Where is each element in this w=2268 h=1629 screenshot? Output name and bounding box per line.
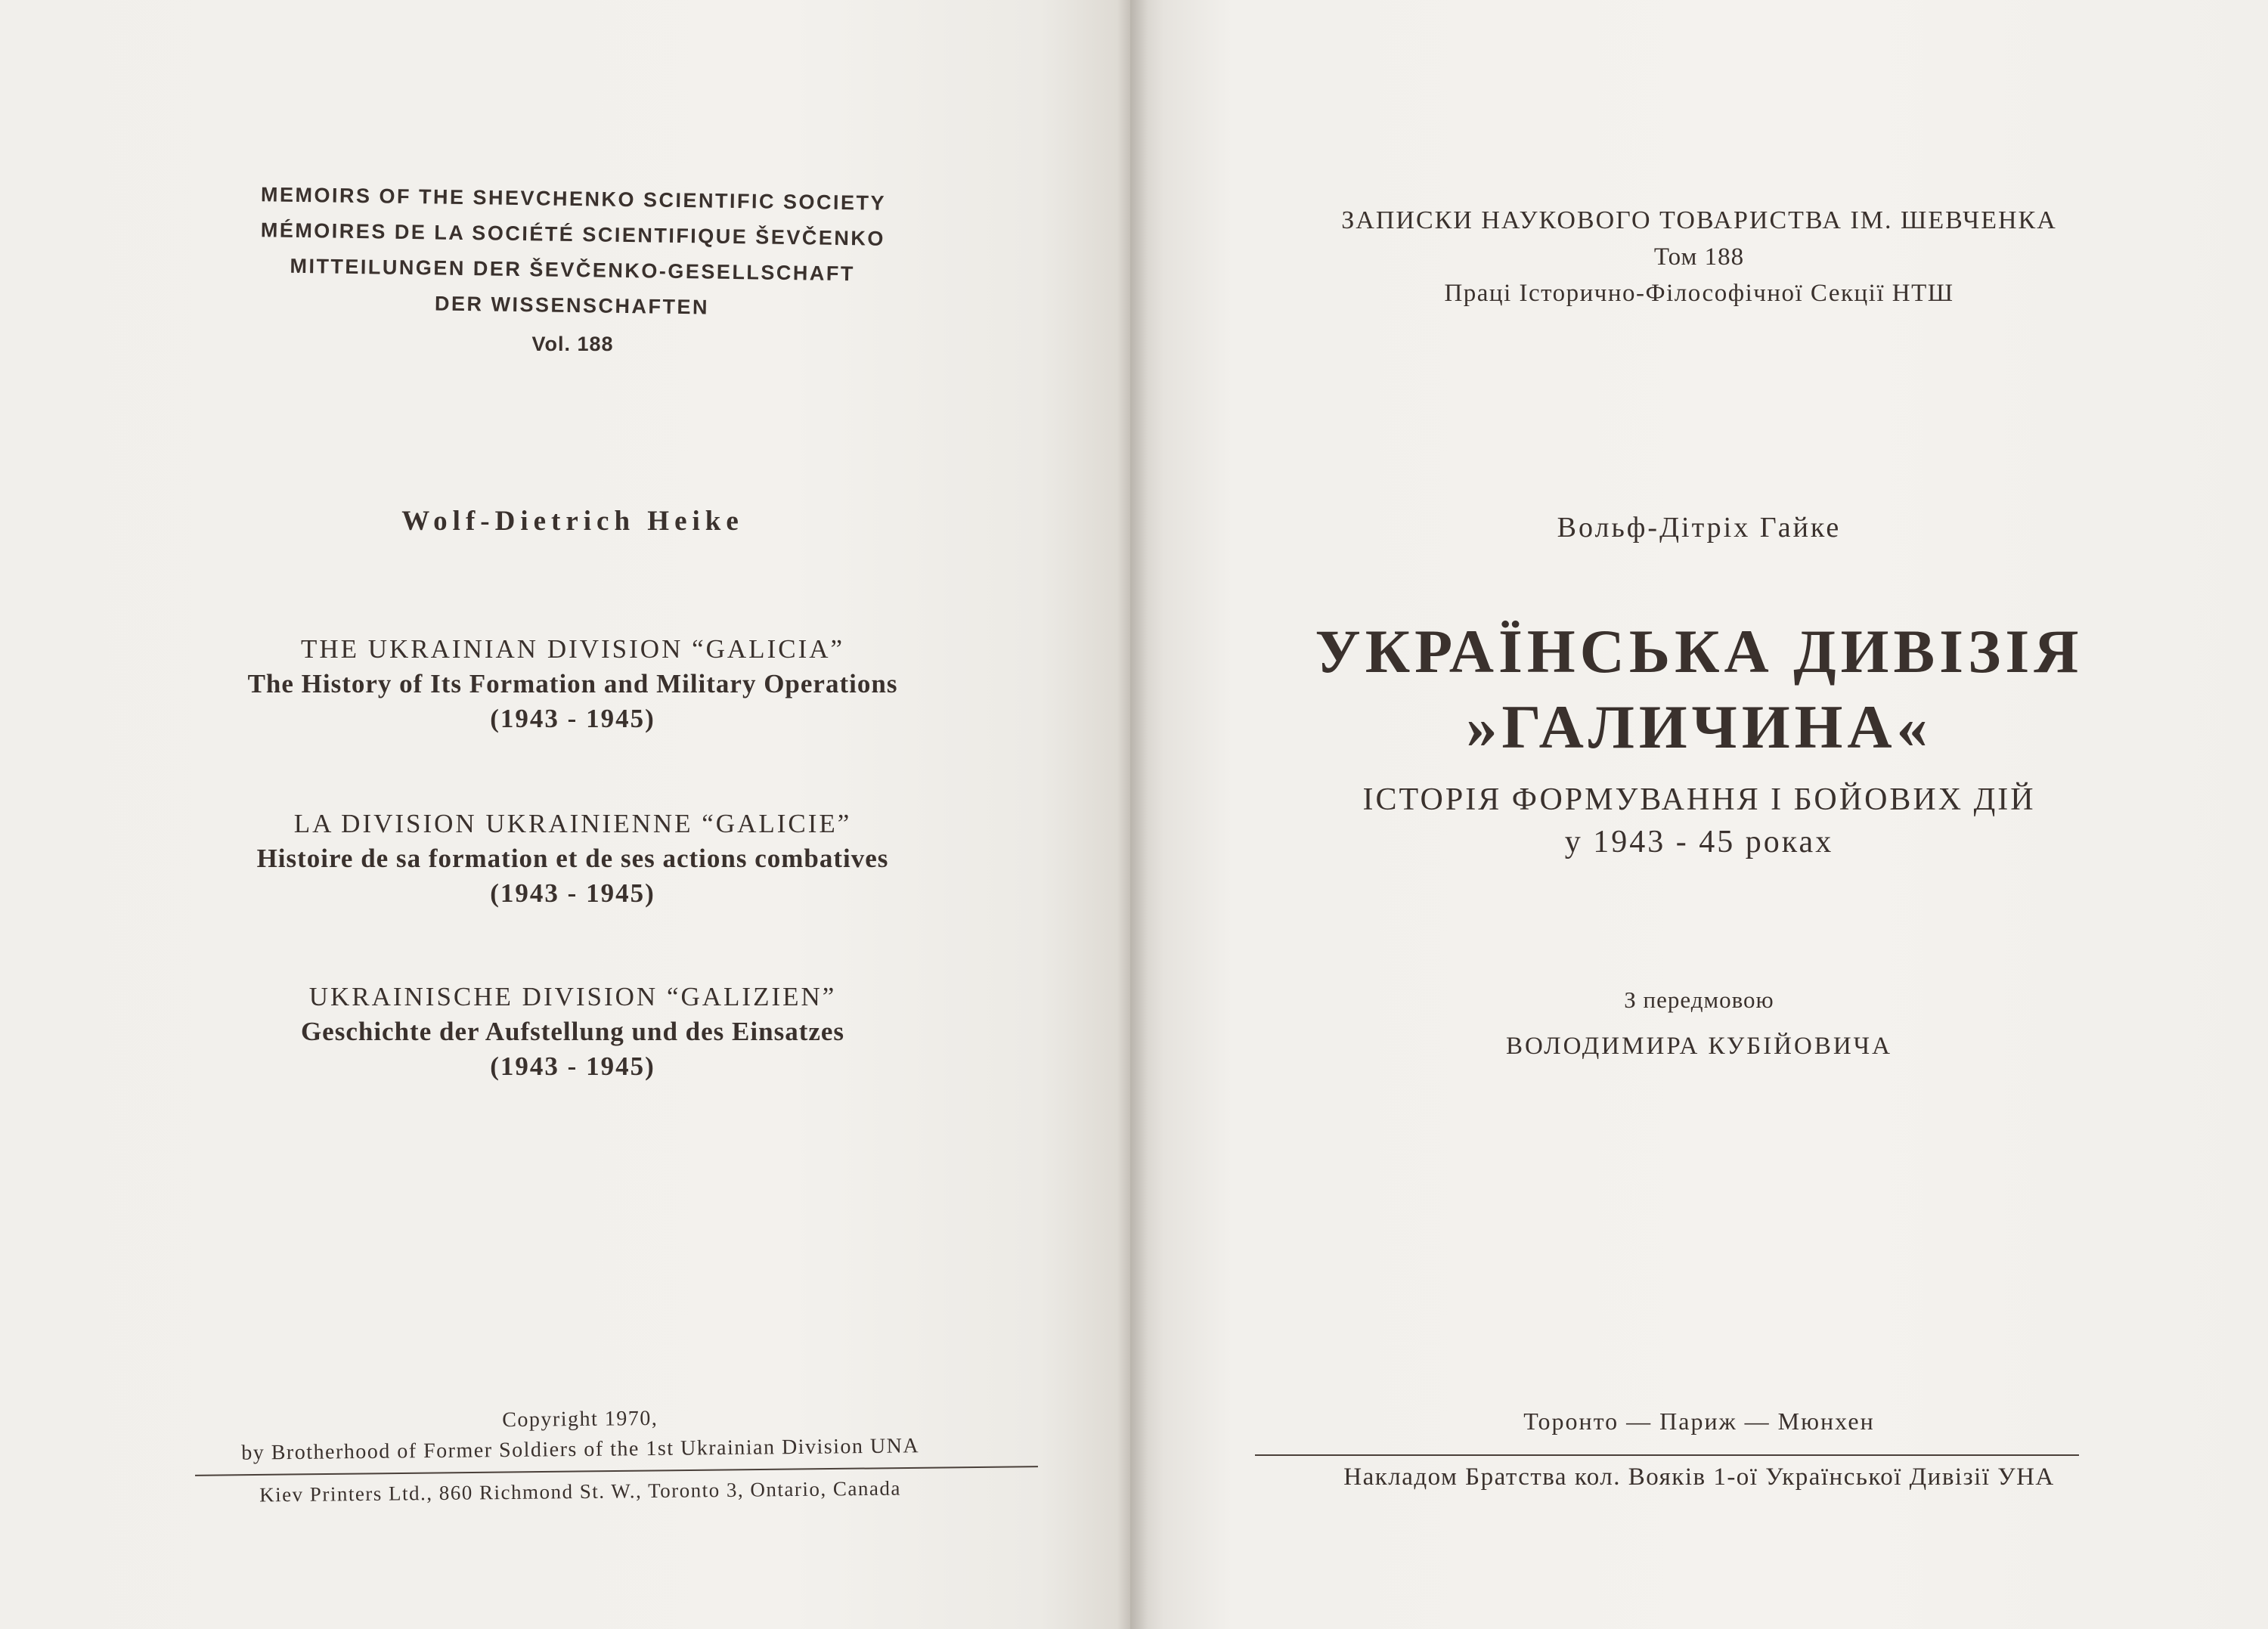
series-section-uk: Праці Історично-Філософічної Секції НТШ [1444,280,1954,307]
book-title-uk [1130,614,2268,765]
series-title-uk: ЗАПИСКИ НАУКОВОГО ТОВАРИСТВА ІМ. ШЕВЧЕНКА [1341,206,2057,234]
copyright-line-2: by Brotherhood of Former Soldiers of the 1st Ukrainian Division UNA [241,1434,920,1465]
left-page [0,0,1130,1629]
copyright-line-1: Copyright 1970, [502,1406,658,1432]
series-line-fr: MÉMOIRES DE LA SOCIÉTÉ SCIENTIFIQUE ŠEVČENKO [260,218,886,250]
title-block-german [15,980,1130,1084]
book-gutter-shadow [1117,0,1148,1629]
title-french: LA DIVISION UKRAINIENNE “GALICIE” [293,809,852,838]
right-divider-rule [1255,1454,2079,1456]
title-english: THE UKRAINIAN DIVISION “GALICIA” [300,634,845,664]
years-french: (1943 - 1945) [490,878,655,908]
title-block-french [15,807,1130,911]
book-title-line-2: »ГАЛИЧИНА« [1466,692,1932,761]
series-volume-uk: Том 188 [1653,243,1745,271]
right-series-block [1130,203,2268,311]
subtitle-english: The History of Its Formation and Military Operations [247,669,898,698]
subtitle-line-2: у 1943 - 45 роках [1564,825,1834,859]
right-page [1130,0,2268,1629]
publisher-line: Накладом Братства кол. Вояків 1-ої Української Дивізії УНА [1343,1463,2055,1491]
foreword-author: ВОЛОДИМИРА КУБІЙОВИЧА [1506,1033,1892,1060]
title-german: UKRAINISCHE DIVISION “GALIZIEN” [308,982,837,1011]
subtitle-line-1: ІСТОРІЯ ФОРМУВАННЯ І БОЙОВИХ ДІЙ [1362,782,2036,817]
title-block-english [15,632,1130,736]
book-title-line-1: УКРАЇНСЬКА ДИВІЗІЯ [1315,617,2084,686]
years-german: (1943 - 1945) [490,1051,655,1081]
subtitle-french: Histoire de sa formation et de ses actions combatives [256,844,889,873]
left-series-block [14,174,1131,332]
copyright-notice [30,1398,1131,1470]
subtitle-german: Geschichte der Aufstellung und des Einsatzes [300,1017,845,1046]
series-line-de: MITTEILUNGEN DER ŠEVČENKO-GESELLSCHAFT [290,254,856,286]
book-subtitle-uk [1130,779,2268,863]
years-english: (1943 - 1945) [490,704,655,733]
left-volume: Vol. 188 [531,333,614,355]
foreword-label: З передмовою [1624,986,1774,1013]
series-line-de-2: DER WISSENSCHAFTEN [434,292,710,319]
publication-cities: Торонто — Париж — Мюнхен [1523,1408,1875,1435]
series-line-en: MEMOIRS OF THE SHEVCHENKO SCIENTIFIC SOCIETY [260,183,887,215]
right-author: Вольф-Дітріх Гайке [1557,512,1842,544]
printer-line: Kiev Printers Ltd., 860 Richmond St. W., Toronto 3, Ontario, Canada [259,1476,902,1507]
left-author: Wolf-Dietrich Heike [401,506,744,537]
